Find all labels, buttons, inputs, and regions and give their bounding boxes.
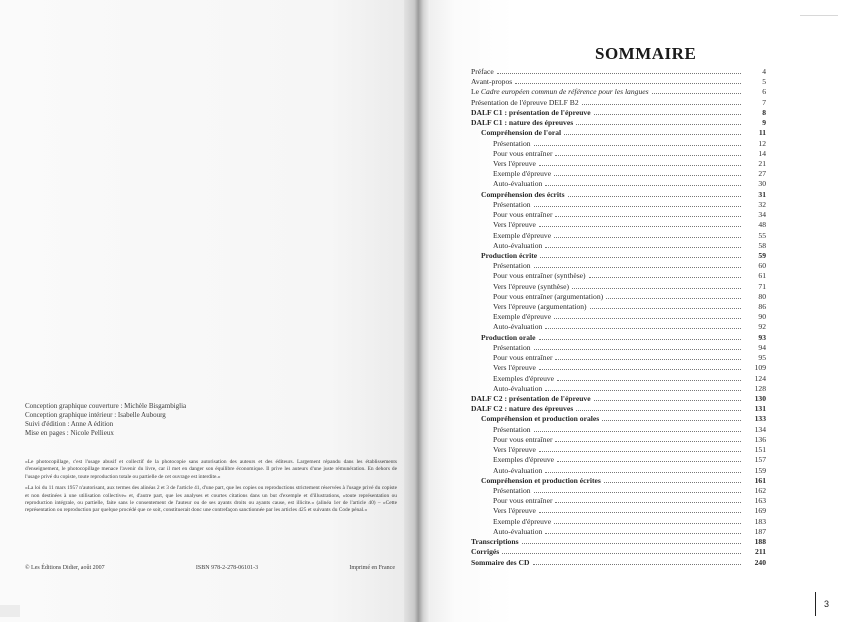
toc-leader-dots	[576, 118, 741, 125]
toc-entry-page: 80	[758, 291, 766, 301]
toc-entry	[471, 261, 766, 271]
toc-leader-dots	[576, 404, 741, 411]
toc-leader-dots	[652, 87, 741, 94]
toc-entry-label: Production écrite	[481, 250, 538, 260]
toc-entry	[471, 547, 766, 557]
toc-entry-page: 159	[754, 465, 766, 475]
toc-entry-label: Présentation	[493, 261, 531, 271]
toc-entry	[471, 506, 766, 516]
toc-entry-label: Auto-évaluation	[493, 240, 543, 250]
legal-notice	[25, 459, 397, 519]
toc-entry-page: 136	[754, 434, 766, 444]
toc-leader-dots	[568, 190, 741, 197]
toc-entry-page: 11	[758, 128, 766, 138]
toc-entry-label: Auto-évaluation	[493, 179, 543, 189]
toc-entry-label: Présentation	[493, 424, 531, 434]
toc-entry	[471, 394, 766, 404]
toc-leader-dots	[557, 455, 741, 462]
toc-entry	[471, 179, 766, 189]
toc-entry-label: Le Cadre européen commun de référence pour les langues	[471, 87, 649, 97]
toc-entry-page: 183	[754, 516, 766, 526]
toc-entry	[471, 77, 766, 87]
toc-entry-page: 211	[755, 547, 766, 557]
toc-entry	[471, 363, 766, 373]
page-number: 3	[815, 592, 829, 616]
toc-entry-label: Production orale	[481, 332, 536, 342]
toc-entry-label: Compréhension et production orales	[481, 414, 600, 424]
toc-entry	[471, 139, 766, 149]
toc-leader-dots	[534, 486, 741, 493]
toc-entry-label: Pour vous entraîner	[493, 210, 553, 220]
toc-leader-dots	[602, 414, 741, 421]
toc-entry-label: Sommaire des CD	[471, 557, 530, 567]
toc-entry	[471, 333, 766, 343]
credit-line: Suivi d'édition : Anne A édition	[25, 420, 114, 428]
toc-leader-dots	[555, 435, 741, 442]
toc-entry-page: 187	[754, 526, 766, 536]
toc-leader-dots	[554, 231, 741, 238]
toc-entry-page: 12	[758, 138, 766, 148]
credits-block	[25, 402, 395, 438]
toc-leader-dots	[589, 271, 741, 278]
toc-entry	[471, 527, 766, 537]
toc-entry-label: DALF C1 : présentation de l'épreuve	[471, 107, 591, 117]
toc-entry-label: Vers l'épreuve	[493, 363, 536, 373]
toc-entry-page: 7	[762, 97, 766, 107]
credit-line: Conception graphique intérieur : Isabelle Aubourg	[25, 411, 166, 419]
toc-leader-dots	[497, 67, 741, 74]
toc-entry-label: Auto-évaluation	[493, 526, 543, 536]
toc-entry	[471, 374, 766, 384]
toc-leader-dots	[545, 241, 741, 248]
toc-entry-page: 8	[762, 107, 766, 117]
toc-leader-dots	[594, 394, 741, 401]
toc-leader-dots	[545, 322, 741, 329]
toc-entry-label: DALF C2 : nature des épreuves	[471, 404, 574, 414]
toc-leader-dots	[606, 292, 741, 299]
toc-entry	[471, 200, 766, 210]
toc-entry	[471, 292, 766, 302]
toc-entry-page: 92	[758, 322, 766, 332]
legal-paragraph-photocopy: «Le photocopillage, c'est l'usage abusif et collectif de la photocopie sans autorisation des auteurs et des éditeurs. Largement répandu dans les établissements d'enseignement, le photocopillage menace l'avenir du livre, car il met en danger son équilibre économique. Il prive les auteurs d'une juste rémunération. En dehors de l'usage privé du copiste, toute reproduction totale ou partielle de cet ouvrage est interdite.»	[25, 459, 397, 480]
toc-entry-label: Préface	[471, 67, 494, 76]
toc-entry-label: Pour vous entraîner	[493, 148, 553, 158]
toc-entry	[471, 190, 766, 200]
toc-entry-page: 95	[758, 353, 766, 363]
toc-entry-page: 169	[754, 506, 766, 516]
toc-entry-page: 109	[754, 363, 766, 373]
toc-entry-page: 161	[754, 475, 766, 485]
toc-entry-label: Pour vous entraîner (synthèse)	[493, 271, 586, 281]
toc-entry-page: 31	[758, 189, 766, 199]
toc-leader-dots	[545, 384, 741, 391]
toc-leader-dots	[545, 527, 741, 534]
toc-entry-label: Exemples d'épreuve	[493, 455, 555, 465]
toc-entry-page: 93	[758, 332, 766, 342]
toc-entry-label: Vers l'épreuve (argumentation)	[493, 302, 587, 312]
toc-leader-dots	[539, 363, 741, 370]
toc-entry	[471, 312, 766, 322]
toc-entry-page: 5	[762, 77, 766, 87]
toc-leader-dots	[564, 128, 741, 135]
toc-entry-label: Présentation de l'épreuve DELF B2	[471, 97, 579, 107]
left-page	[0, 0, 411, 622]
toc-leader-dots	[539, 159, 741, 166]
toc-leader-dots	[554, 169, 741, 176]
toc-leader-dots	[533, 558, 742, 565]
toc-entry-label: Compréhension de l'oral	[481, 128, 562, 138]
toc-entry-page: 134	[754, 424, 766, 434]
toc-entry	[471, 282, 766, 292]
toc-entry-label: Vers l'épreuve (synthèse)	[493, 281, 570, 291]
toc-leader-dots	[594, 108, 741, 115]
toc-entry	[471, 425, 766, 435]
toc-entry-page: 151	[754, 445, 766, 455]
toc-entry	[471, 108, 766, 118]
toc-entry	[471, 445, 766, 455]
toc-entry-page: 133	[754, 414, 766, 424]
toc-entry-label: Vers l'épreuve	[493, 158, 536, 168]
toc-entry-page: 188	[754, 537, 766, 547]
credit-line: Conception graphique couverture : Michèle Bisgambiglia	[25, 402, 187, 410]
toc-entry-page: 163	[754, 496, 766, 506]
toc-entry-label: Exemple d'épreuve	[493, 169, 552, 179]
toc-leader-dots	[582, 98, 741, 105]
toc-entry	[471, 537, 766, 547]
toc-entry-page: 130	[754, 394, 766, 403]
toc-entry	[471, 87, 766, 97]
scan-edge-shadow	[0, 605, 20, 617]
toc-entry	[471, 486, 766, 496]
toc-entry-page: 86	[758, 302, 766, 312]
toc-entry	[471, 271, 766, 281]
toc-entry	[471, 476, 766, 486]
toc-entry	[471, 231, 766, 241]
toc-entry	[471, 149, 766, 159]
toc-entry-page: 55	[758, 230, 766, 240]
toc-entry-label: Présentation	[493, 199, 531, 209]
toc-entry	[471, 322, 766, 332]
toc-entry-page: 94	[758, 342, 766, 352]
toc-entry	[471, 517, 766, 527]
toc-entry-label: Présentation	[493, 485, 531, 495]
toc-entry	[471, 496, 766, 506]
toc-leader-dots	[534, 200, 741, 207]
scan-artifact-line	[800, 15, 838, 16]
toc-entry	[471, 210, 766, 220]
table-of-contents	[471, 67, 766, 568]
toc-entry-page: 240	[754, 557, 766, 567]
toc-entry	[471, 159, 766, 169]
toc-entry	[471, 435, 766, 445]
toc-entry-label: Pour vous entraîner	[493, 496, 553, 506]
toc-entry	[471, 220, 766, 230]
toc-leader-dots	[545, 179, 741, 186]
toc-entry-page: 27	[758, 169, 766, 179]
toc-entry	[471, 128, 766, 138]
toc-entry-label: Corrigés	[471, 547, 500, 557]
toc-entry-label: DALF C2 : présentation de l'épreuve	[471, 394, 591, 403]
toc-leader-dots	[555, 149, 741, 156]
imprint-line	[25, 565, 395, 571]
toc-entry	[471, 384, 766, 394]
credit-line: Mise en pages : Nicole Pellieux	[25, 429, 114, 437]
toc-entry-page: 4	[762, 67, 766, 76]
toc-entry-label: Exemples d'épreuve	[493, 373, 555, 383]
toc-entry-label: Pour vous entraîner (argumentation)	[493, 291, 604, 301]
toc-entry-label: Vers l'épreuve	[493, 220, 536, 230]
toc-entry	[471, 353, 766, 363]
toc-entry-page: 34	[758, 210, 766, 220]
toc-leader-dots	[534, 139, 741, 146]
toc-entry	[471, 455, 766, 465]
toc-entry-page: 157	[754, 455, 766, 465]
toc-leader-dots	[534, 343, 741, 350]
toc-entry-label: Transcriptions	[471, 537, 519, 547]
toc-entry-label: Compréhension et production écrites	[481, 475, 601, 485]
toc-leader-dots	[545, 466, 741, 473]
toc-leader-dots	[540, 251, 741, 258]
toc-leader-dots	[502, 547, 741, 554]
toc-entry-page: 71	[758, 281, 766, 291]
toc-entry-page: 128	[754, 383, 766, 393]
toc-title: SOMMAIRE	[595, 44, 697, 63]
legal-paragraph-law: «La loi du 11 mars 1957 n'autorisant, aux termes des alinéas 2 et 3 de l'article 41, d'une part, que les copies ou reproductions strictement réservées à l'usage privé du copiste et non destinées à une utilisation collective» et, d'autre part, que les analyses et courtes citations dans un but d'exemple et d'illustrations, «toute représentation ou reproduction intégrale, ou partielle, faite sans le consentement de l'auteur ou de ses ayants droits ou ayants cause, est illicite.» (alinéa 1er de l'article 40) – «Cette représentation ou reproduction par quelque procédé que ce soit, constituerait donc une contrefaçon sanctionnée par les articles 425 et suivants du Code pénal.»	[25, 485, 397, 514]
toc-leader-dots	[554, 312, 741, 319]
toc-entry-page: 59	[758, 250, 766, 260]
toc-leader-dots	[534, 261, 741, 268]
toc-entry	[471, 67, 766, 77]
toc-entry-label: Exemple d'épreuve	[493, 312, 552, 322]
toc-entry	[471, 169, 766, 179]
toc-entry-label: DALF C1 : nature des épreuves	[471, 118, 574, 128]
toc-entry	[471, 241, 766, 251]
toc-entry-label: Présentation	[493, 342, 531, 352]
toc-entry-page: 58	[758, 240, 766, 250]
toc-leader-dots	[515, 77, 741, 84]
toc-entry-label: Pour vous entraîner	[493, 353, 553, 363]
toc-entry	[471, 343, 766, 353]
toc-entry-page: 60	[758, 261, 766, 271]
toc-entry-page: 30	[758, 179, 766, 189]
toc-entry-label: Présentation	[493, 138, 531, 148]
toc-entry	[471, 466, 766, 476]
copyright-text: © Les Éditions Didier, août 2007	[25, 565, 105, 571]
toc-entry	[471, 404, 766, 414]
toc-leader-dots	[555, 353, 741, 360]
toc-leader-dots	[539, 220, 741, 227]
toc-leader-dots	[572, 282, 741, 289]
toc-leader-dots	[554, 517, 741, 524]
toc-entry-page: 9	[762, 118, 766, 128]
toc-entry	[471, 98, 766, 108]
toc-entry-page: 90	[758, 312, 766, 322]
printed-in-text: Imprimé en France	[349, 565, 395, 571]
book-gutter	[404, 0, 430, 622]
toc-entry-page: 162	[754, 485, 766, 495]
toc-leader-dots	[604, 476, 741, 483]
toc-entry-label: Pour vous entraîner	[493, 434, 553, 444]
toc-entry-label: Auto-évaluation	[493, 383, 543, 393]
toc-entry-label: Auto-évaluation	[493, 322, 543, 332]
toc-entry-page: 131	[754, 404, 766, 414]
toc-leader-dots	[522, 537, 741, 544]
toc-leader-dots	[534, 425, 741, 432]
toc-entry	[471, 251, 766, 261]
toc-leader-dots	[539, 333, 742, 340]
toc-leader-dots	[555, 210, 741, 217]
toc-entry-label: Vers l'épreuve	[493, 506, 536, 516]
toc-entry-page: 124	[754, 373, 766, 383]
toc-entry-label: Exemple d'épreuve	[493, 230, 552, 240]
toc-entry-label: Vers l'épreuve	[493, 445, 536, 455]
toc-leader-dots	[590, 302, 741, 309]
toc-entry-page: 61	[758, 271, 766, 281]
toc-entry	[471, 558, 766, 568]
toc-entry-page: 21	[758, 158, 766, 168]
toc-entry-label: Avant-propos	[471, 77, 513, 87]
toc-entry-label: Auto-évaluation	[493, 465, 543, 475]
toc-entry-label: Compréhension des écrits	[481, 189, 565, 199]
toc-leader-dots	[539, 445, 741, 452]
toc-entry-page: 14	[758, 148, 766, 158]
toc-entry	[471, 302, 766, 312]
toc-entry-page: 6	[762, 87, 766, 97]
toc-entry-page: 48	[758, 220, 766, 230]
toc-leader-dots	[555, 496, 741, 503]
toc-entry-label: Exemple d'épreuve	[493, 516, 552, 526]
toc-entry	[471, 414, 766, 424]
isbn-text: ISBN 978-2-278-06101-3	[195, 565, 259, 571]
toc-leader-dots	[539, 506, 741, 513]
toc-leader-dots	[557, 374, 741, 381]
toc-entry-page: 32	[758, 199, 766, 209]
toc-entry	[471, 118, 766, 128]
